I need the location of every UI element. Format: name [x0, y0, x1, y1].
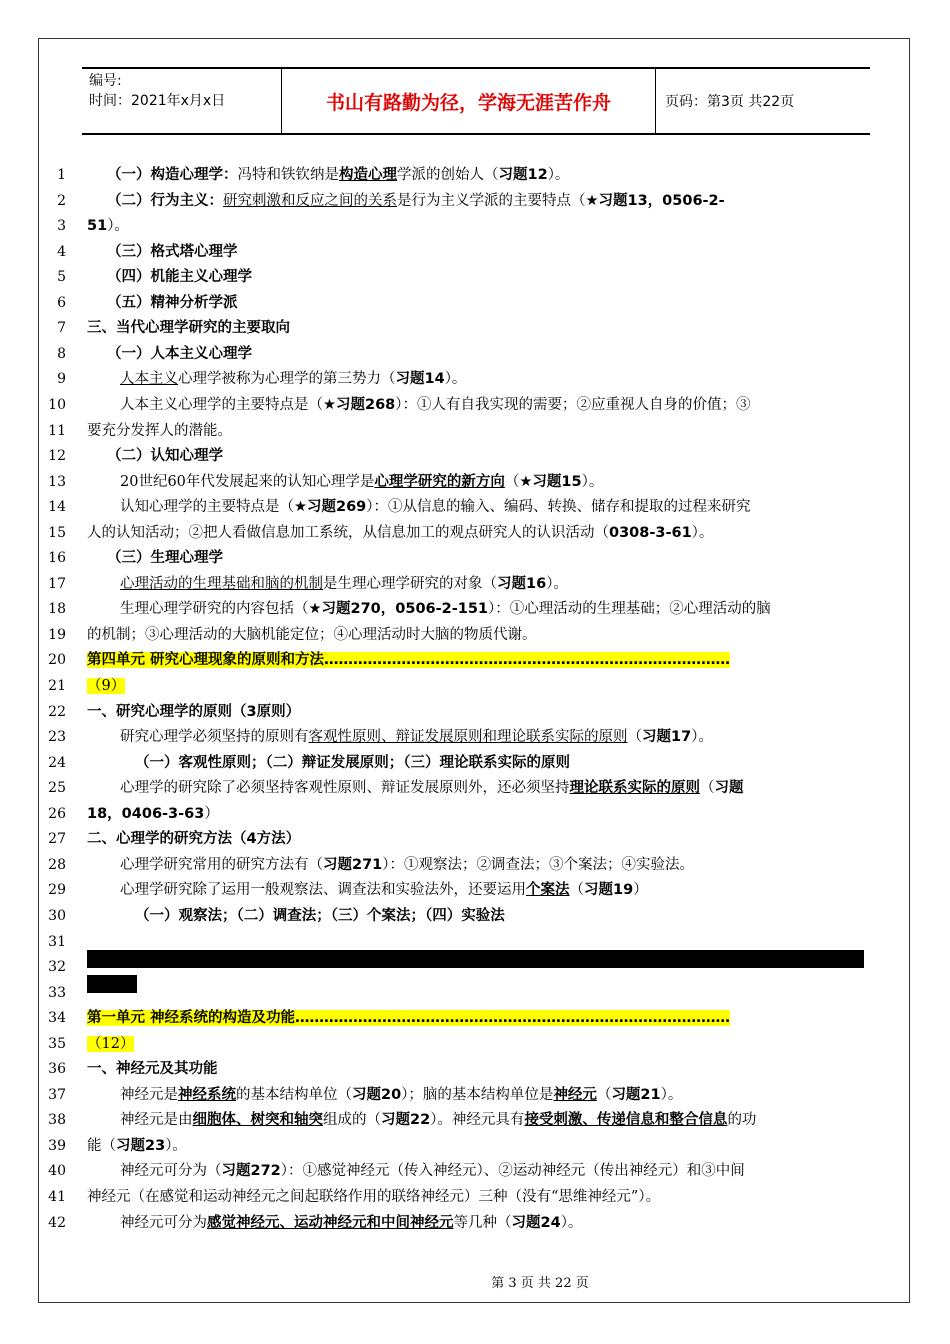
text-run: ★习题270，0506-2-151 [308, 601, 489, 618]
text-run: ★习题268 [323, 396, 396, 413]
text-run: （一）构造心理学： [107, 167, 238, 183]
document-line [0, 751, 950, 776]
line-number: 16 [48, 550, 66, 567]
line-number: 37 [48, 1086, 66, 1103]
line-text [87, 316, 864, 341]
line-text [120, 1108, 864, 1133]
document-line [0, 1006, 950, 1031]
line-text [87, 623, 864, 648]
line-number: 10 [48, 396, 66, 413]
line-number: 15 [48, 524, 66, 541]
text-run: （一）观察法；（二）调查法；（三）个案法；（四）实验法 [135, 907, 505, 924]
line-number: 11 [48, 422, 66, 439]
line-number: 14 [48, 499, 66, 516]
text-run: ）。 [547, 167, 570, 183]
line-number: 5 [57, 269, 66, 286]
time-label: 时间：2021年x月x日 [89, 93, 226, 109]
line-text [107, 444, 884, 469]
line-text [120, 393, 864, 418]
text-run: 神经元 [553, 1086, 597, 1103]
line-text [135, 751, 912, 776]
text-run: ）。 [560, 1214, 583, 1231]
text-run: 一、神经元及其功能 [87, 1061, 218, 1078]
document-line [0, 291, 950, 316]
document-line [0, 674, 950, 699]
document-line [0, 1032, 950, 1057]
line-text [120, 597, 864, 622]
line-number: 25 [48, 780, 66, 797]
document-line [0, 878, 950, 903]
line-text [120, 725, 864, 750]
text-run: ）。 [691, 729, 713, 746]
text-run: 神经元可分为（ [120, 1163, 222, 1180]
text-run: 的功 [727, 1112, 757, 1129]
text-run: 习题24 [511, 1214, 561, 1231]
line-number: 4 [57, 243, 66, 260]
line-text [107, 240, 884, 265]
document-line [0, 367, 950, 392]
line-text [87, 827, 864, 852]
text-run: 等几种（ [453, 1214, 512, 1231]
line-number: 24 [48, 754, 66, 771]
line-number: 21 [48, 678, 66, 694]
text-run: 51 [87, 218, 108, 235]
text-run: （五）精神分析学派 [107, 294, 238, 311]
line-text [107, 342, 884, 367]
header-page-info: 页码：第3页 共22页 [665, 94, 795, 110]
document-line [0, 1108, 950, 1133]
document-line [0, 1211, 950, 1236]
document-line [0, 316, 950, 341]
text-run: （ [700, 780, 715, 797]
document-line [0, 853, 950, 878]
line-text [107, 163, 884, 188]
text-run: 感觉神经元、运动神经元和中间神经元 [207, 1214, 454, 1231]
text-run: ）。 [581, 473, 604, 490]
text-run: 研究心理学必须坚持的原则有 [120, 729, 309, 746]
text-run: 人的认知活动；②把人看做信息加工系统，从信息加工的观点研究人的认识活动（ [87, 524, 609, 541]
line-text [107, 546, 884, 571]
document-line [0, 1159, 950, 1184]
line-number: 29 [48, 882, 66, 899]
text-run: ）。 [107, 218, 129, 235]
text-run: 习题17 [642, 729, 692, 746]
text-run: 心理活动的生理基础和脑的机制 [120, 575, 323, 592]
line-text [120, 495, 864, 520]
redaction-bar-short [87, 975, 137, 993]
line-number: 6 [57, 294, 66, 311]
line-text [87, 419, 864, 444]
line-number: 23 [48, 729, 66, 746]
text-run: 习题20 [352, 1086, 402, 1103]
line-text [120, 878, 864, 903]
text-run: （ [627, 729, 642, 746]
document-line [0, 648, 950, 673]
text-run: 理论联系实际的原则 [569, 780, 700, 797]
line-text [120, 853, 864, 878]
line-text [120, 572, 864, 597]
text-run: ）：①从信息的输入、编码、转换、储存和提取的过程来研究 [366, 499, 751, 516]
text-run: 组成的（ [323, 1112, 381, 1129]
text-run: 习题 [714, 780, 744, 797]
page-footer: 第 3 页 共 22 页 [491, 1276, 589, 1291]
document-line [0, 700, 950, 725]
line-number: 36 [48, 1061, 66, 1078]
text-run: ）。 [660, 1086, 683, 1103]
text-run: 是行为主义学派的主要特点（ [397, 192, 586, 209]
text-run: 神经元是 [120, 1086, 178, 1103]
document-line [0, 725, 950, 750]
line-text [107, 291, 884, 316]
line-text [87, 521, 864, 546]
line-text [87, 1185, 864, 1210]
text-run: 学派的创始人（ [397, 167, 499, 183]
document-line [0, 546, 950, 571]
text-run: ）：①人有自我实现的需要；②应重视人自身的价值；③ [395, 396, 751, 413]
line-number: 3 [57, 218, 66, 235]
text-run: 习题272 [221, 1163, 281, 1180]
text-run: 习题12 [498, 167, 548, 183]
text-run: 习题23 [116, 1137, 166, 1154]
text-run: ）。 [444, 371, 467, 388]
line-text [120, 470, 864, 495]
line-text [87, 1134, 864, 1159]
line-number: 40 [48, 1163, 66, 1180]
document-line [0, 419, 950, 444]
text-run: 习题14 [395, 371, 445, 388]
text-run: ）。 [546, 575, 568, 592]
text-run: （三）生理心理学 [107, 550, 223, 567]
text-run: （9） [87, 678, 126, 694]
line-number: 38 [48, 1112, 66, 1129]
header-meta [82, 69, 282, 133]
text-run: （12） [87, 1035, 135, 1052]
text-run: ） [204, 805, 219, 822]
line-number: 12 [48, 448, 66, 465]
text-run: 生理心理学研究的内容包括（ [120, 601, 309, 618]
text-run: 18，0406-3-63 [87, 805, 205, 822]
text-run: ）：①感觉神经元（传入神经元）、②运动神经元（传出神经元）和③中间 [280, 1163, 745, 1180]
text-run: 神经元可分为 [120, 1214, 207, 1231]
line-text [87, 214, 864, 239]
line-text [120, 1159, 864, 1184]
text-run: ）。 [165, 1137, 187, 1154]
line-number: 20 [48, 652, 66, 669]
document-line [0, 342, 950, 367]
text-run: 习题22 [381, 1112, 431, 1129]
text-run: 心理学的研究除了必须坚持客观性原则、辩证发展原则外，还必须坚持 [120, 780, 570, 797]
line-number: 30 [48, 907, 66, 924]
text-run: 第一单元 神经系统的构造及功能……………………………………………………………………………… [87, 1010, 731, 1027]
text-run: 神经元（在感觉和运动神经元之间起联络作用的联络神经元）三种（没有“思维神经元”）。 [87, 1189, 661, 1205]
text-run: 心理学研究常用的研究方法有（ [120, 856, 323, 873]
line-number: 18 [48, 601, 66, 618]
line-text [120, 1083, 864, 1108]
text-run: （ [596, 1086, 612, 1103]
document-line [0, 776, 950, 801]
document-line [0, 827, 950, 852]
document-line [0, 597, 950, 622]
text-run: 的机制；③心理活动的大脑机能定位；④心理活动时大脑的物质代谢。 [87, 626, 537, 643]
line-number: 35 [48, 1035, 66, 1052]
text-run: 习题271 [323, 856, 383, 873]
text-run: 三、当代心理学研究的主要取向 [87, 320, 290, 337]
line-text [120, 776, 864, 801]
text-run: 细胞体、树突和轴突 [192, 1112, 323, 1129]
line-text [107, 265, 884, 290]
document-line [0, 904, 950, 929]
text-run: 习题19 [584, 882, 634, 899]
text-run: 心理学研究的新方向 [374, 473, 505, 490]
text-run: 研究刺激和反应之间的关系 [223, 192, 397, 209]
text-run: 认知心理学的主要特点是（ [120, 499, 294, 516]
line-number: 1 [57, 167, 66, 183]
text-run: ）。 [691, 524, 714, 541]
document-line [0, 1083, 950, 1108]
text-run: （二）行为主义： [107, 192, 223, 209]
text-run: 习题16 [497, 575, 547, 592]
line-number: 39 [48, 1137, 66, 1154]
document-line [0, 240, 950, 265]
line-text [120, 367, 864, 392]
document-line [0, 393, 950, 418]
line-number: 8 [57, 345, 66, 362]
document-line [0, 1185, 950, 1210]
text-run: ★习题15 [519, 473, 582, 490]
document-line [0, 444, 950, 469]
document-line [0, 163, 950, 188]
text-run: （一）人本主义心理学 [107, 345, 252, 362]
text-run: ★习题269 [294, 499, 367, 516]
text-run: （二）认知心理学 [107, 448, 223, 465]
line-text [107, 189, 884, 214]
text-run: ）：①观察法；②调查法；③个案法；④实验法。 [382, 856, 695, 873]
text-run: 是生理心理学研究的对象（ [323, 575, 497, 592]
line-number: 17 [48, 575, 66, 592]
text-run: ） [633, 882, 648, 899]
line-number: 26 [48, 805, 66, 822]
text-run: （四）机能主义心理学 [107, 269, 252, 286]
text-run: 构造心理 [339, 167, 397, 183]
document-line [0, 495, 950, 520]
line-text [87, 1032, 864, 1057]
line-number: 34 [48, 1010, 66, 1027]
text-run: 心理学研究除了运用一般观察法、调查法和实验法外，还要运用 [120, 882, 526, 899]
text-run: 个案法 [526, 882, 570, 899]
document-line [0, 1057, 950, 1082]
document-line [0, 981, 950, 1006]
text-run: 人本主义 [120, 371, 178, 388]
text-run: （ [504, 473, 520, 490]
document-line [0, 214, 950, 239]
document-line [0, 265, 950, 290]
line-text [87, 700, 864, 725]
document-line [0, 572, 950, 597]
line-number: 9 [57, 371, 66, 388]
line-text [87, 1006, 864, 1031]
document-line [0, 802, 950, 827]
text-run: 一、研究心理学的原则（3原则） [87, 703, 301, 720]
line-text [87, 674, 864, 699]
text-run: 神经元是由 [120, 1112, 193, 1129]
text-run: ）；脑的基本结构单位是 [401, 1086, 554, 1103]
text-run: 0308-3-61 [609, 524, 692, 541]
number-label: 编号: [89, 73, 122, 89]
document-line [0, 623, 950, 648]
text-run: ）：①心理活动的生理基础；②心理活动的脑 [488, 601, 771, 618]
redaction-bar [87, 950, 864, 968]
text-run: 冯特和铁钦纳是 [237, 167, 339, 183]
text-run: ）。神经元具有 [430, 1112, 525, 1129]
line-number: 27 [48, 831, 66, 848]
text-run: 神经系统 [178, 1086, 236, 1103]
text-run: 能（ [87, 1137, 116, 1154]
line-number: 31 [48, 933, 66, 950]
line-number: 32 [48, 959, 66, 976]
text-run: 的基本结构单位（ [236, 1086, 352, 1103]
text-run: 第四单元 研究心理现象的原则和方法………………………………………………………………………… [87, 652, 731, 669]
line-number: 42 [48, 1214, 66, 1231]
text-run: 人本主义心理学的主要特点是（ [120, 396, 323, 413]
document-line [0, 1134, 950, 1159]
line-number: 33 [48, 984, 66, 1001]
text-run: 20世纪60年代发展起来的认知心理学是 [120, 473, 375, 490]
document-line [0, 521, 950, 546]
text-run: ★习题13，0506-2- [585, 192, 725, 209]
line-number: 28 [48, 856, 66, 873]
text-run: （一）客观性原则；（二）辩证发展原则；（三）理论联系实际的原则 [135, 754, 570, 771]
document-line [0, 189, 950, 214]
text-run: 二、心理学的研究方法（4方法） [87, 831, 301, 848]
text-run: 客观性原则、辩证发展原则和理论联系实际的原则 [308, 729, 628, 746]
line-text [120, 1211, 864, 1236]
line-text [87, 648, 864, 673]
text-run: 心理学被称为心理学的第三势力（ [178, 371, 396, 388]
text-run: 要充分发挥人的潜能。 [87, 422, 232, 439]
line-number: 22 [48, 703, 66, 720]
text-run: 接受刺激、传递信息和整合信息 [524, 1112, 728, 1129]
text-run: （ [569, 882, 584, 899]
line-number: 19 [48, 626, 66, 643]
line-number: 41 [48, 1189, 66, 1205]
line-text [135, 904, 912, 929]
line-text [87, 802, 864, 827]
document-line [0, 470, 950, 495]
text-run: （三）格式塔心理学 [107, 243, 238, 260]
text-run: 习题21 [611, 1086, 661, 1103]
line-number: 13 [48, 473, 66, 490]
header-motto: 书山有路勤为径，学海无涯苦作舟 [282, 69, 656, 133]
line-text [87, 1057, 864, 1082]
line-number: 7 [57, 320, 66, 337]
page-header [82, 67, 870, 135]
line-number: 2 [57, 192, 66, 209]
